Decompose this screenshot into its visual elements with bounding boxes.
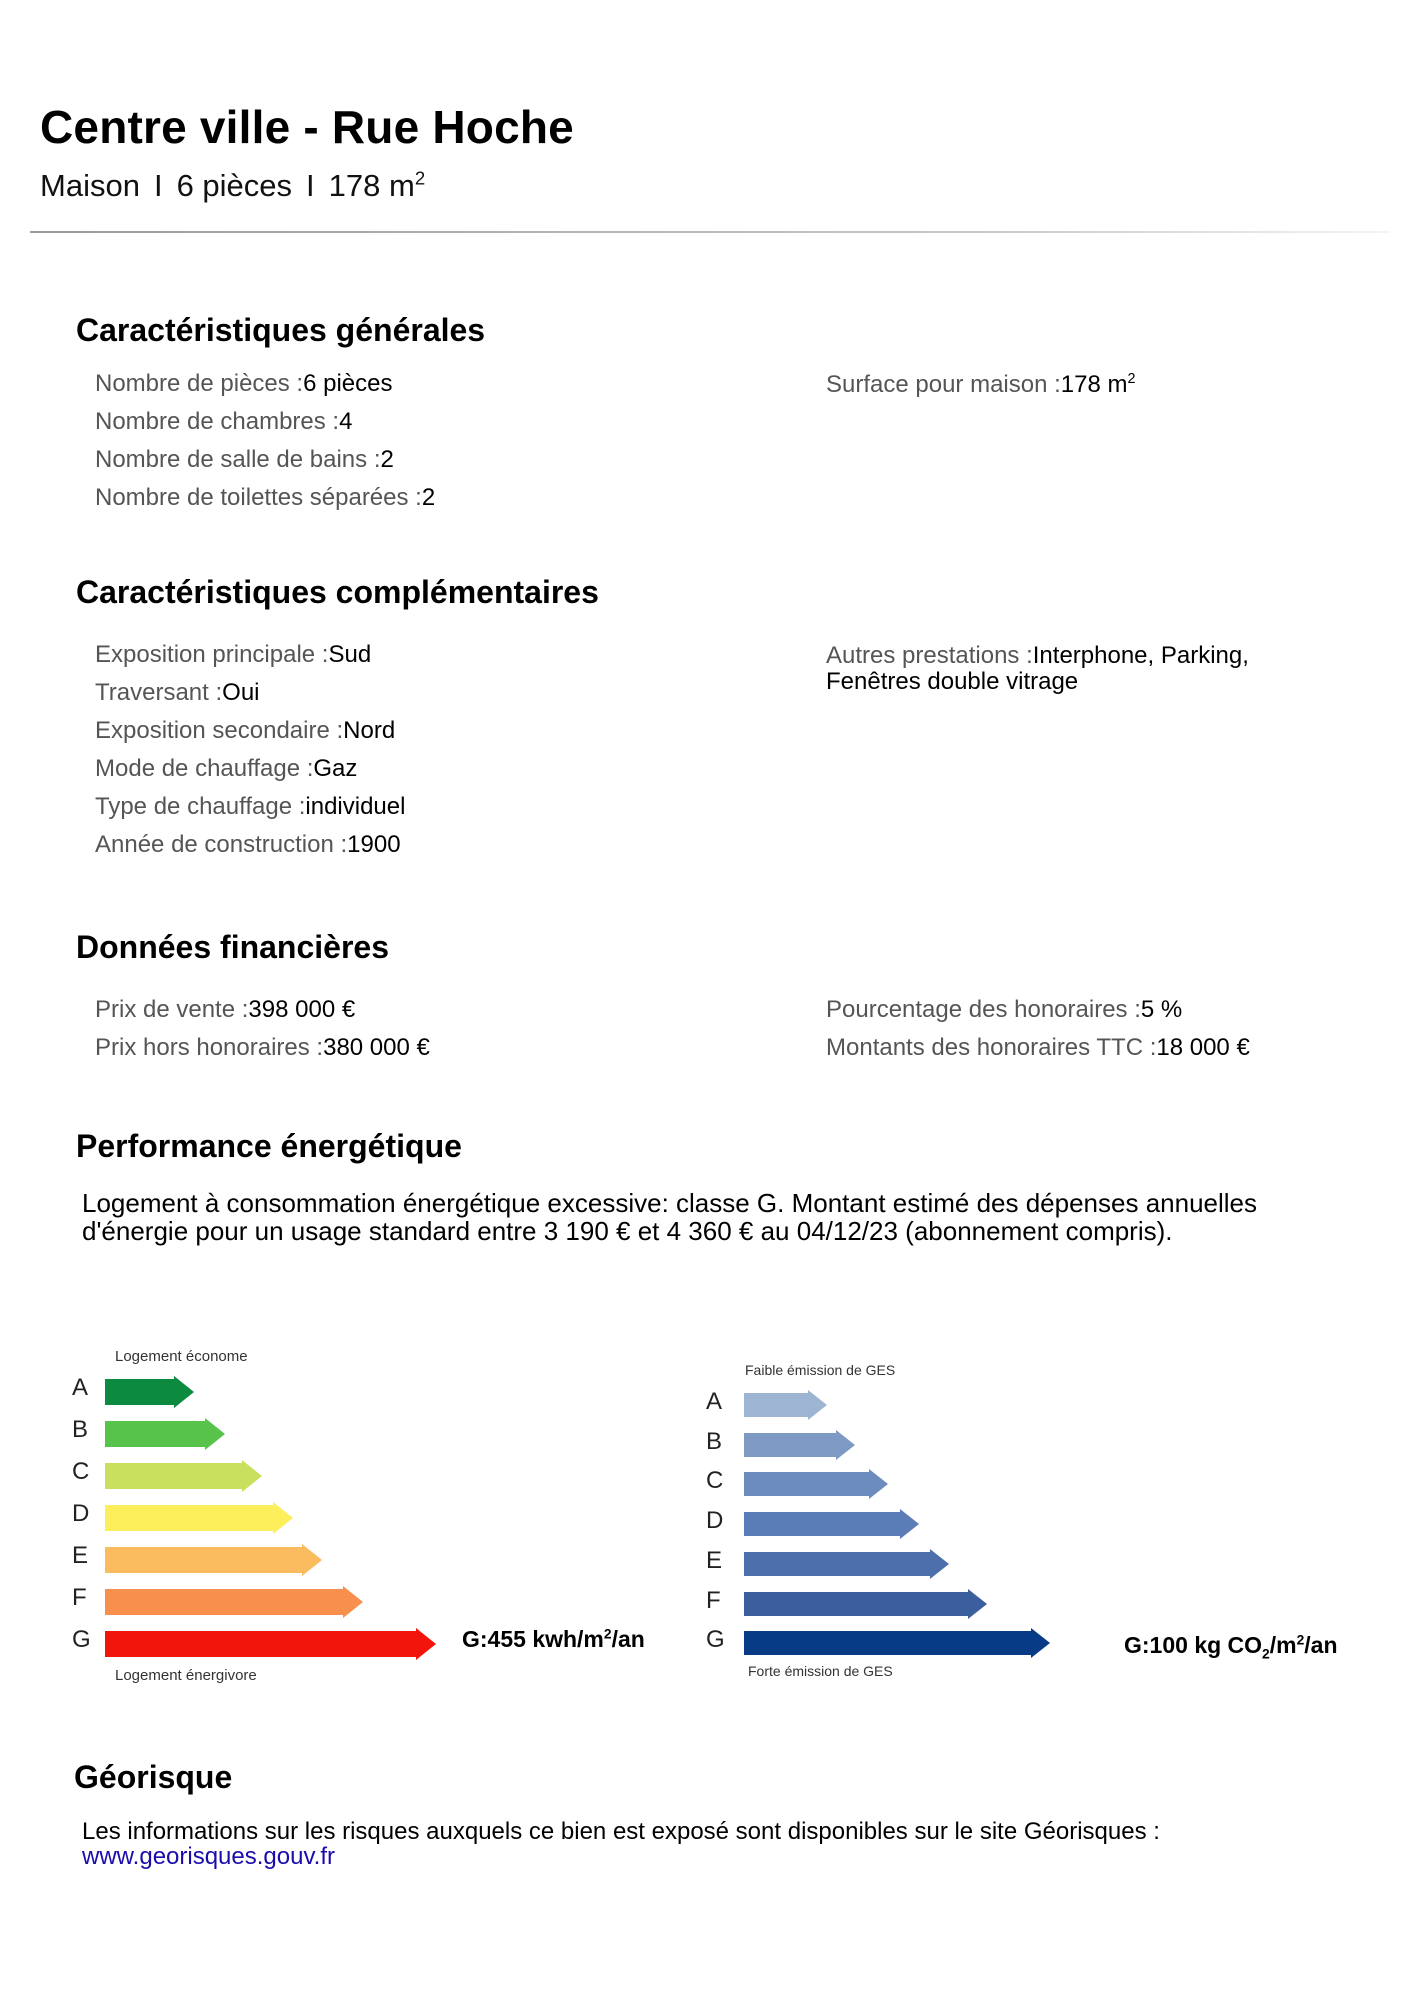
ges-bar-shape-d bbox=[744, 1509, 919, 1539]
field-label: Nombre de pièces : bbox=[95, 370, 304, 397]
dpe-bar-b bbox=[105, 1418, 227, 1450]
ges-letter-c: C bbox=[706, 1467, 724, 1495]
ges-bar-shape-b bbox=[744, 1430, 855, 1460]
field-label: Exposition principale : bbox=[95, 641, 329, 668]
field-label: Montants des honoraires TTC : bbox=[826, 1034, 1157, 1061]
dpe-result bbox=[462, 1626, 645, 1653]
property-summary bbox=[40, 168, 425, 204]
list-item bbox=[95, 365, 435, 403]
ges-result-exponent: 2 bbox=[1296, 1632, 1305, 1648]
dpe-bar-shape-f bbox=[105, 1586, 363, 1618]
ges-top-caption: Faible émission de GES bbox=[745, 1362, 896, 1378]
field-value: individuel bbox=[305, 793, 406, 820]
field-value: 5 % bbox=[1140, 996, 1183, 1023]
ges-letter-d: D bbox=[706, 1507, 724, 1535]
field-label: Pourcentage des honoraires : bbox=[826, 996, 1141, 1023]
dpe-letter-d: D bbox=[72, 1500, 90, 1527]
ges-bar-shape-a bbox=[744, 1390, 827, 1420]
list-item bbox=[95, 441, 435, 479]
surface-exponent: 2 bbox=[1127, 371, 1136, 387]
dpe-letter-g: G bbox=[72, 1626, 91, 1653]
ges-bar-g bbox=[744, 1628, 1052, 1658]
field-value: 6 pièces bbox=[303, 370, 393, 397]
ges-bar-b bbox=[744, 1430, 857, 1460]
section-heading-financial: Données financières bbox=[76, 929, 389, 965]
list-item bbox=[826, 1029, 1250, 1067]
section-heading-complementary: Caractéristiques complémentaires bbox=[76, 574, 599, 610]
ges-bar-a bbox=[744, 1390, 829, 1420]
general-left-list bbox=[95, 365, 435, 517]
property-rooms: 6 pièces bbox=[176, 168, 293, 203]
field-label: Autres prestations : bbox=[826, 642, 1033, 669]
ges-result bbox=[1124, 1632, 1338, 1662]
field-value: 178 m bbox=[1060, 371, 1128, 398]
dpe-bar-a bbox=[105, 1376, 196, 1408]
dpe-result-exponent: 2 bbox=[603, 1626, 612, 1642]
dpe-letter-e: E bbox=[72, 1542, 89, 1569]
field-label: Type de chauffage : bbox=[95, 793, 306, 820]
ges-bar-shape-g bbox=[744, 1628, 1050, 1658]
ges-bar-d bbox=[744, 1509, 921, 1539]
dpe-bar-shape-e bbox=[105, 1544, 322, 1576]
dpe-result-value: G:455 kwh/m bbox=[462, 1626, 604, 1652]
separator: I bbox=[306, 168, 315, 203]
property-type: Maison bbox=[40, 168, 140, 203]
dpe-result-unit: /an bbox=[611, 1626, 645, 1652]
list-item bbox=[826, 643, 1296, 695]
field-value: 18 000 € bbox=[1156, 1034, 1250, 1061]
field-label: Mode de chauffage : bbox=[95, 755, 314, 782]
list-item bbox=[826, 366, 1136, 404]
page-title: Centre ville - Rue Hoche bbox=[40, 101, 574, 153]
dpe-bar-c bbox=[105, 1460, 264, 1492]
field-value: Nord bbox=[343, 717, 396, 744]
header-divider bbox=[30, 231, 1390, 233]
dpe-bar-shape-g bbox=[105, 1628, 436, 1660]
ges-result-unit-suffix: /an bbox=[1304, 1632, 1338, 1658]
energy-description: Logement à consommation énergétique excessive: classe G. Montant estimé des dépenses annuelles d'énergie pour un usage standard entre 3 190 € et 4 360 € au 04/12/23 (abonnement compris). bbox=[82, 1188, 1258, 1246]
section-heading-georisk: Géorisque bbox=[74, 1759, 233, 1795]
ges-bar-c bbox=[744, 1469, 890, 1499]
field-value: 4 bbox=[339, 408, 353, 435]
dpe-letter-b: B bbox=[72, 1416, 89, 1443]
ges-result-subscript: 2 bbox=[1262, 1646, 1270, 1662]
separator: I bbox=[153, 168, 163, 203]
field-value: 2 bbox=[380, 446, 394, 473]
list-item bbox=[95, 674, 405, 712]
dpe-letter-c: C bbox=[72, 1458, 90, 1485]
complementary-left-list bbox=[95, 636, 405, 864]
field-label: Nombre de toilettes séparées : bbox=[95, 484, 422, 511]
ges-bar-shape-e bbox=[744, 1549, 949, 1579]
ges-letter-a: A bbox=[706, 1388, 723, 1415]
field-label: Nombre de chambres : bbox=[95, 408, 340, 435]
list-item bbox=[95, 826, 405, 864]
georisk-text bbox=[82, 1819, 1342, 1869]
field-value: 2 bbox=[421, 484, 436, 511]
list-item bbox=[95, 750, 405, 788]
section-heading-energy: Performance énergétique bbox=[76, 1128, 462, 1164]
field-label: Prix de vente : bbox=[95, 996, 249, 1023]
dpe-bar-f bbox=[105, 1586, 365, 1618]
dpe-top-caption: Logement économe bbox=[115, 1348, 248, 1365]
ges-letter-f: F bbox=[706, 1586, 721, 1614]
complementary-right-list bbox=[826, 643, 1296, 695]
ges-bar-f bbox=[744, 1589, 989, 1619]
financial-right-list bbox=[826, 991, 1250, 1067]
field-value: Interphone, Parking, Fenêtres double vitrage bbox=[826, 642, 1249, 695]
dpe-bar-shape-b bbox=[105, 1418, 225, 1450]
ges-bar-shape-c bbox=[744, 1469, 888, 1499]
ges-letter-g: G bbox=[706, 1626, 725, 1654]
ges-bar-shape-f bbox=[744, 1589, 987, 1619]
list-item bbox=[95, 712, 405, 750]
dpe-bar-g bbox=[105, 1628, 438, 1660]
list-item bbox=[95, 1029, 430, 1067]
field-label: Surface pour maison : bbox=[826, 371, 1061, 398]
ges-letter-e: E bbox=[706, 1546, 723, 1574]
field-label: Année de construction : bbox=[95, 831, 348, 858]
list-item bbox=[95, 788, 405, 826]
section-heading-general: Caractéristiques générales bbox=[76, 312, 486, 348]
list-item bbox=[826, 991, 1250, 1029]
georisk-link[interactable]: www.georisques.gouv.fr bbox=[82, 1843, 336, 1870]
dpe-bar-shape-c bbox=[105, 1460, 262, 1492]
list-item bbox=[95, 636, 405, 674]
field-value: 398 000 € bbox=[248, 996, 356, 1023]
field-label: Exposition secondaire : bbox=[95, 717, 344, 744]
field-value: Oui bbox=[222, 679, 260, 706]
field-value: 380 000 € bbox=[323, 1034, 430, 1061]
ges-bottom-caption: Forte émission de GES bbox=[748, 1663, 893, 1679]
list-item bbox=[95, 403, 435, 441]
ges-result-value: G:100 kg CO bbox=[1124, 1632, 1263, 1658]
list-item bbox=[95, 991, 430, 1029]
surface-exponent: 2 bbox=[414, 167, 426, 189]
dpe-bar-shape-a bbox=[105, 1376, 194, 1408]
field-label: Nombre de salle de bains : bbox=[95, 446, 381, 473]
field-value: Gaz bbox=[313, 755, 358, 782]
list-item bbox=[95, 479, 435, 517]
dpe-letter-f: F bbox=[72, 1584, 87, 1611]
dpe-letter-a: A bbox=[72, 1374, 89, 1401]
ges-bar-e bbox=[744, 1549, 951, 1579]
field-label: Traversant : bbox=[95, 679, 223, 706]
georisk-description: Les informations sur les risques auxquels ce bien est exposé sont disponibles sur le site Géorisques : bbox=[82, 1818, 1160, 1845]
field-value: Sud bbox=[328, 641, 372, 668]
ges-result-unit: /m bbox=[1269, 1632, 1297, 1658]
dpe-bottom-caption: Logement énergivore bbox=[115, 1667, 257, 1684]
general-right-list bbox=[826, 366, 1136, 404]
field-value: 1900 bbox=[347, 831, 401, 858]
property-surface: 178 m bbox=[328, 168, 415, 203]
dpe-bar-e bbox=[105, 1544, 324, 1576]
ges-letter-b: B bbox=[706, 1427, 723, 1455]
dpe-bar-shape-d bbox=[105, 1502, 293, 1534]
financial-left-list bbox=[95, 991, 430, 1067]
dpe-bar-d bbox=[105, 1502, 295, 1534]
field-label: Prix hors honoraires : bbox=[95, 1034, 324, 1061]
